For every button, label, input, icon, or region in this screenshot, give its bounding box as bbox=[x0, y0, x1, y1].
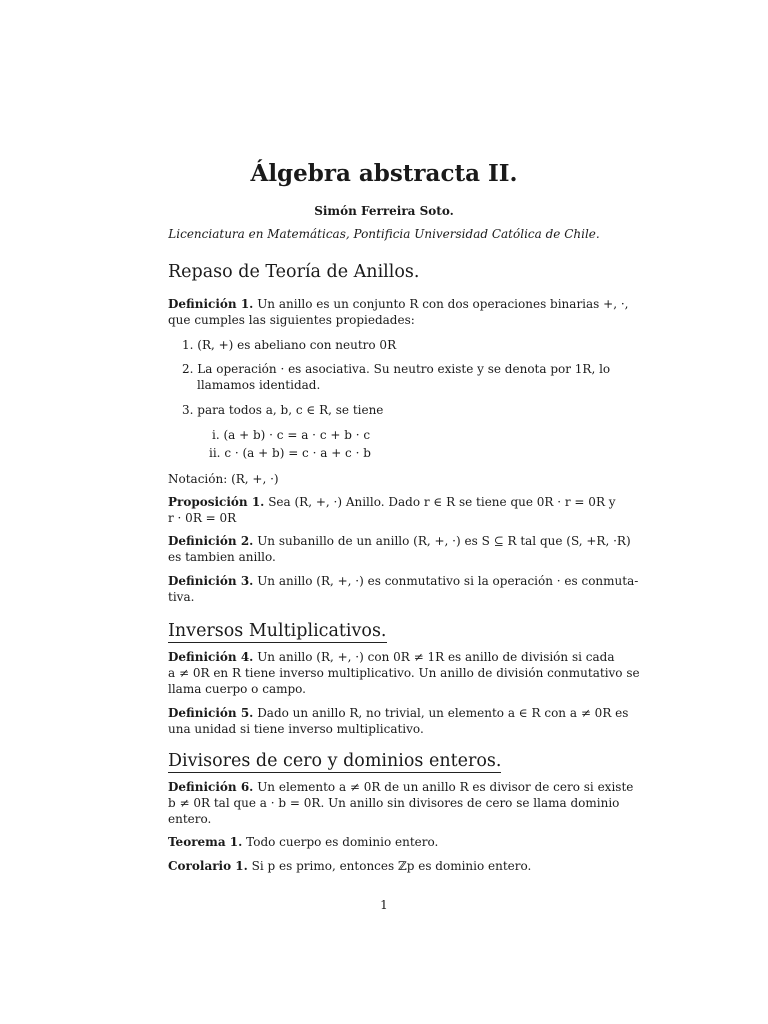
list-number: 1. bbox=[182, 338, 194, 352]
list-text: (R, +) es abeliano con neutro 0R bbox=[197, 338, 397, 352]
notation: Notación: (R, +, ·) bbox=[168, 472, 279, 486]
sublist-text: (a + b) · c = a · c + b · c bbox=[223, 428, 371, 442]
section-heading-divisores: Divisores de cero y dominios enteros. bbox=[168, 751, 502, 771]
definition-4-cont: a ≠ 0R en R tiene inverso multiplicativo. Un anillo de división conmutativo se bbox=[168, 666, 640, 680]
page-number: 1 bbox=[380, 898, 388, 912]
definition-label: Definición 6. bbox=[168, 780, 254, 794]
list-text: La operación · es asociativa. Su neutro existe y se denota por 1R, lo bbox=[197, 362, 611, 376]
definition-4 bbox=[168, 649, 615, 665]
paper-title: Álgebra abstracta II. bbox=[250, 160, 518, 187]
list-item-2-cont: llamamos identidad. bbox=[197, 378, 321, 392]
sublist-item-i bbox=[212, 427, 370, 443]
definition-text: Un subanillo de un anillo (R, +, ·) es S ⊆ R tal que (S, +R, ·R) bbox=[257, 534, 631, 548]
list-item-3 bbox=[182, 402, 383, 418]
corollary-1 bbox=[168, 858, 600, 874]
sublist-number: ii. bbox=[209, 446, 221, 460]
definition-1-cont: que cumples las siguientes propiedades: bbox=[168, 313, 415, 327]
corollary-label: Corolario 1. bbox=[168, 859, 248, 873]
definition-text: Dado un anillo R, no trivial, un elemento a ∈ R con a ≠ 0R es bbox=[257, 706, 629, 720]
definition-label: Definición 1. bbox=[168, 297, 254, 311]
proposition-1-cont: r · 0R = 0R bbox=[168, 511, 237, 525]
definition-text: Un anillo (R, +, ·) con 0R ≠ 1R es anillo de división si cada bbox=[257, 650, 615, 664]
definition-label: Definición 5. bbox=[168, 706, 254, 720]
list-text: para todos a, b, c ∈ R, se tiene bbox=[197, 403, 384, 417]
definition-1 bbox=[168, 296, 629, 312]
definition-2 bbox=[168, 533, 631, 549]
proposition-text: Sea (R, +, ·) Anillo. Dado r ∈ R se tiene que 0R · r = 0R y bbox=[268, 495, 616, 509]
definition-5-cont: una unidad si tiene inverso multiplicativo. bbox=[168, 722, 424, 736]
definition-6-cont: b ≠ 0R tal que a · b = 0R. Un anillo sin divisores de cero se llama dominio bbox=[168, 796, 620, 810]
definition-6 bbox=[168, 779, 634, 795]
proposition-1 bbox=[168, 494, 616, 510]
proposition-label: Proposición 1. bbox=[168, 495, 265, 509]
list-item-1 bbox=[182, 337, 396, 353]
list-number: 2. bbox=[182, 362, 194, 376]
definition-text: Un anillo (R, +, ·) es conmutativo si la operación · es conmuta- bbox=[257, 574, 639, 588]
section-heading-anillos: Repaso de Teoría de Anillos. bbox=[168, 262, 420, 282]
definition-text: Un elemento a ≠ 0R de un anillo R es divisor de cero si existe bbox=[257, 780, 634, 794]
theorem-text: Todo cuerpo es dominio entero. bbox=[246, 835, 439, 849]
definition-label: Definición 2. bbox=[168, 534, 254, 548]
definition-6-cont2: entero. bbox=[168, 812, 212, 826]
list-item-2 bbox=[182, 361, 610, 377]
definition-5 bbox=[168, 705, 629, 721]
author-affiliation: Licenciatura en Matemáticas, Pontificia Universidad Católica de Chile. bbox=[168, 227, 600, 241]
sublist-text: c · (a + b) = c · a + c · b bbox=[224, 446, 371, 460]
definition-2-cont: es tambien anillo. bbox=[168, 550, 276, 564]
sublist-item-ii bbox=[209, 445, 371, 461]
author-name: Simón Ferreira Soto. bbox=[314, 204, 454, 218]
section-heading-inversos: Inversos Multiplicativos. bbox=[168, 621, 387, 641]
definition-text: Un anillo es un conjunto R con dos operaciones binarias +, ·, bbox=[257, 297, 629, 311]
definition-label: Definición 3. bbox=[168, 574, 254, 588]
theorem-1 bbox=[168, 834, 600, 850]
sublist-number: i. bbox=[212, 428, 220, 442]
theorem-label: Teorema 1. bbox=[168, 835, 243, 849]
definition-3-cont: tiva. bbox=[168, 590, 195, 604]
definition-4-cont2: llama cuerpo o campo. bbox=[168, 682, 306, 696]
definition-label: Definición 4. bbox=[168, 650, 254, 664]
definition-3 bbox=[168, 573, 639, 589]
corollary-text: Si p es primo, entonces ℤp es dominio entero. bbox=[251, 859, 532, 873]
list-number: 3. bbox=[182, 403, 194, 417]
